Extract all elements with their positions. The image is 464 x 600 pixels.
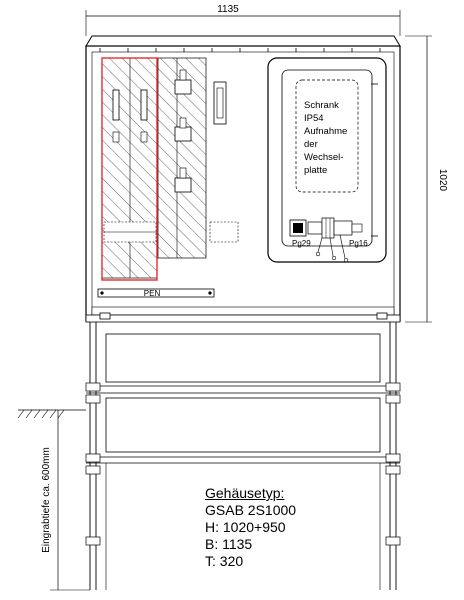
pen-rail: [98, 289, 214, 298]
spec-width: B: 1135: [205, 536, 253, 552]
width-value: 1135: [217, 4, 239, 15]
svg-text:platte: platte: [304, 165, 328, 176]
gland-right-label: Pg16: [349, 239, 368, 248]
spec-type: GSAB 2S1000: [205, 502, 297, 518]
height-dimension: [405, 36, 448, 322]
width-dimension: [86, 4, 400, 36]
spec-heading: Gehäusetyp:: [205, 485, 285, 501]
spec-height: H: 1020+950: [205, 519, 286, 535]
svg-text:Schrank: Schrank: [304, 100, 339, 111]
pen-label: PEN: [143, 289, 161, 298]
spec-depth: T: 320: [205, 553, 244, 569]
base-panel-upper: [106, 334, 380, 382]
height-value: 1020: [437, 168, 448, 192]
ground-dimension: [18, 410, 90, 590]
svg-text:der: der: [304, 139, 318, 150]
gland-left-label: Pg29: [292, 239, 311, 248]
burial-depth-label: Eingrabtiefe ca. 600mm: [41, 447, 52, 553]
base-panel-lower: [106, 398, 380, 452]
housing-spec: [205, 485, 405, 570]
svg-text:IP54: IP54: [304, 113, 324, 124]
svg-text:Aufnahme: Aufnahme: [304, 126, 348, 137]
svg-text:Wechsel-: Wechsel-: [304, 152, 344, 163]
meter-panel: [268, 58, 386, 262]
